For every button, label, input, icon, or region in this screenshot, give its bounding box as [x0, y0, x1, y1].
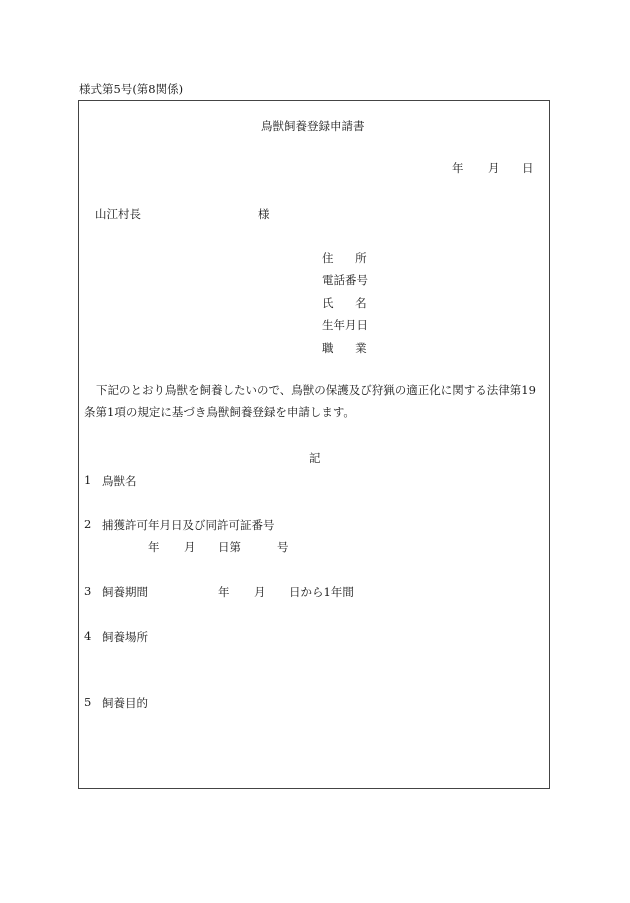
item-4-number: 4: [84, 629, 92, 643]
field-occupation-label: 職 業: [322, 341, 367, 355]
ki-heading: 記: [309, 451, 321, 465]
item-3-number: 3: [84, 584, 92, 598]
addressee-honorific: 様: [258, 207, 270, 221]
form-title: 鳥獣飼養登録申請書: [261, 119, 365, 133]
item-2-label: 捕獲許可年月日及び同許可証番号: [102, 518, 275, 532]
item-3-month: 月: [254, 585, 266, 599]
item-1-label: 鳥獣名: [102, 474, 137, 488]
item-3-label: 飼養期間: [102, 585, 148, 599]
item-2-month: 月: [184, 540, 196, 554]
form-frame: [78, 100, 550, 789]
field-phone-label: 電話番号: [322, 273, 368, 287]
date-month: 月: [488, 161, 500, 175]
field-name-label: 氏 名: [322, 296, 367, 310]
body-text-line1: 下記のとおり鳥獣を飼養したいので、鳥獣の保護及び狩猟の適正化に関する法律第19: [96, 383, 536, 397]
item-3-year: 年: [218, 585, 230, 599]
item-5-number: 5: [84, 695, 92, 709]
date-day: 日: [522, 161, 534, 175]
field-address-label: 住 所: [322, 251, 367, 265]
body-text-line2: 条第1項の規定に基づき鳥獣飼養登録を申請します。: [84, 405, 355, 419]
item-3-from: 日から1年間: [289, 585, 354, 599]
item-1-number: 1: [84, 473, 92, 487]
item-4-label: 飼養場所: [102, 630, 148, 644]
form-number: 様式第5号(第8関係): [79, 82, 184, 96]
addressee-name: 山江村長: [95, 207, 141, 221]
item-2-year: 年: [148, 540, 160, 554]
item-2-day-no: 日第: [218, 540, 241, 554]
item-5-label: 飼養目的: [102, 696, 148, 710]
item-2-number-suffix: 号: [277, 540, 289, 554]
field-birthdate-label: 生年月日: [322, 318, 368, 332]
item-2-number: 2: [84, 517, 92, 531]
date-year: 年: [452, 161, 464, 175]
